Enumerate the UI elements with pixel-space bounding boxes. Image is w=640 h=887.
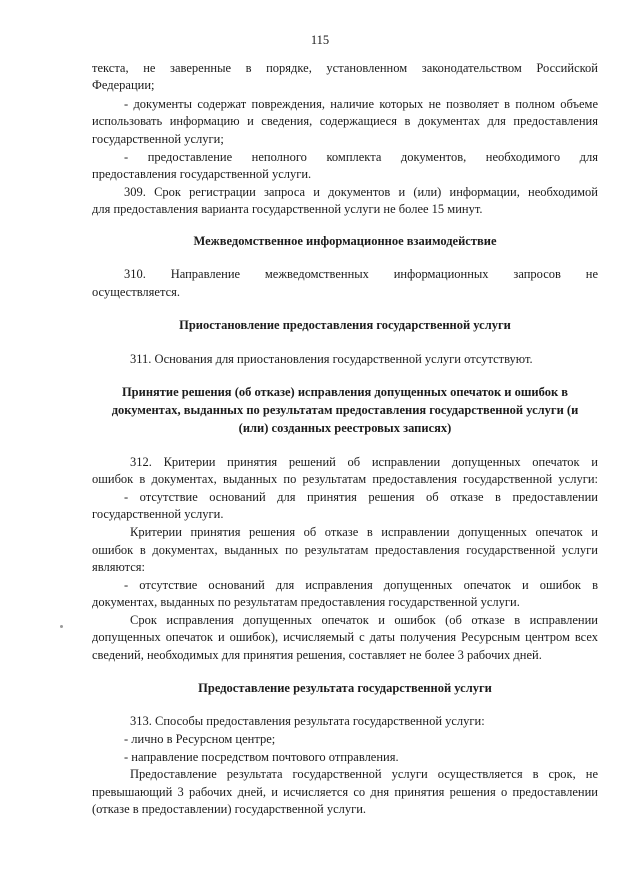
text-line: допущенных опечаток и ошибок), исчисляемый с даты получения Ресурсным центром всех [92,630,598,644]
section-heading: Приостановление предоставления государственной услуги [179,318,511,332]
text-line: являются: [92,560,146,574]
text-line: 310. Направление межведомственных информационных запросов не [124,267,598,281]
text-line: осуществляется. [92,285,181,299]
text-line: - отсутствие оснований для принятия решения об отказе в предоставлении [124,490,598,504]
text-line: сведений, необходимых для принятия решения, составляет не более 3 рабочих дней. [92,648,542,662]
section-heading: Принятие решения (об отказе) исправления допущенных опечаток и ошибок в [121,385,569,399]
scan-speck [60,625,63,628]
text-line: документах, выданных по результатам предоставления государственной услуги. [92,595,520,609]
text-line: 313. Способы предоставления результата государственной услуги: [130,714,485,728]
text-line: Предоставление результата государственной услуги осуществляется в срок, не [130,767,598,781]
text-line: - документы содержат повреждения, наличие которых не позволяет в полном объеме [124,97,598,111]
text-line: предоставления государственной услуги. [92,167,312,181]
text-line: государственной услуги. [92,507,224,521]
text-line: (отказе в предоставлении) государственной услуги. [92,802,367,816]
text-line: Критерии принятия решения об отказе в исправлении допущенных опечаток и [130,525,598,539]
section-heading: документах, выданных по результатам предоставления государственной услуги (и [111,403,579,417]
text-line: 309. Срок регистрации запроса и документов и (или) информации, необходимой [124,185,598,199]
text-line: - направление посредством почтового отправления. [124,750,399,764]
section-heading: Предоставление результата государственной услуги [198,681,492,695]
text-line: ошибок в документах, выданных по результатам предоставления государственной услуги: [92,472,598,486]
text-line: для предоставления варианта государственной услуги не более 15 минут. [92,202,483,216]
text-line: 311. Основания для приостановления государственной услуги отсутствуют. [130,352,533,366]
text-line: - лично в Ресурсном центре; [124,732,276,746]
section-heading: (или) созданных реестровых записях) [238,421,452,435]
section-heading: Межведомственное информационное взаимодействие [193,234,497,248]
text-line: - отсутствие оснований для исправления допущенных опечаток и ошибок в [124,578,598,592]
text-line: - предоставление неполного комплекта документов, необходимого для [124,150,598,164]
text-line: ошибок в документах, выданных по результатам предоставления государственной услуги [92,543,598,557]
text-line: использовать информацию и сведения, содержащиеся в документах для предоставления [92,114,598,128]
text-line: государственной услуги; [92,132,224,146]
page-number: 115 [310,33,330,47]
text-line: 312. Критерии принятия решений об исправлении допущенных опечаток и [130,455,598,469]
text-line: текста, не заверенные в порядке, установленном законодательством Российской [92,61,598,75]
text-line: Срок исправления допущенных опечаток и ошибок (об отказе в исправлении [130,613,598,627]
text-line: превышающий 3 рабочих дней, и исчисляется со дня принятия решения о предоставлении [92,785,598,799]
text-line: Федерации; [92,78,155,92]
